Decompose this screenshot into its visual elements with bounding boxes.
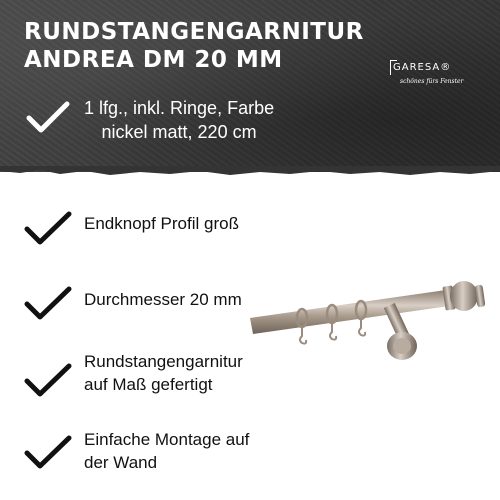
feature-item xyxy=(84,350,243,396)
checkmark-icon xyxy=(24,362,72,398)
torn-edge xyxy=(0,166,500,178)
logo-tagline: schönes fürs Fenster xyxy=(400,78,464,85)
rod xyxy=(250,290,449,334)
feature-item xyxy=(84,288,242,311)
header-banner xyxy=(0,0,500,172)
checkmark-icon xyxy=(26,100,70,134)
header-feature-text xyxy=(84,96,274,144)
feature-line1: Rundstangengarnitur xyxy=(84,352,243,371)
feature-line1: Einfache Montage auf xyxy=(84,430,250,449)
product-title-line2: ANDREA DM 20 MM xyxy=(24,47,283,73)
feature-line2: auf Maß gefertigt xyxy=(84,375,213,394)
logo-brand: GARESA® xyxy=(393,62,452,73)
feature-item xyxy=(84,212,239,235)
product-title-line1: RUNDSTANGENGARNITUR xyxy=(24,19,364,45)
feature-line1: Durchmesser 20 mm xyxy=(84,290,242,309)
feature-line2: der Wand xyxy=(84,453,158,472)
brand-logo xyxy=(390,60,462,90)
feature-line1: Endknopf Profil groß xyxy=(84,214,239,233)
header-feature-line1: 1 lfg., inkl. Ringe, Farbe xyxy=(84,98,275,118)
feature-item xyxy=(84,428,249,474)
checkmark-icon xyxy=(24,285,72,321)
checkmark-icon xyxy=(24,210,72,246)
header-feature-line2: nickel matt, 220 cm xyxy=(101,122,257,142)
finial xyxy=(442,281,485,311)
checkmark-icon xyxy=(24,434,72,470)
curtain-rod-image xyxy=(250,270,490,370)
